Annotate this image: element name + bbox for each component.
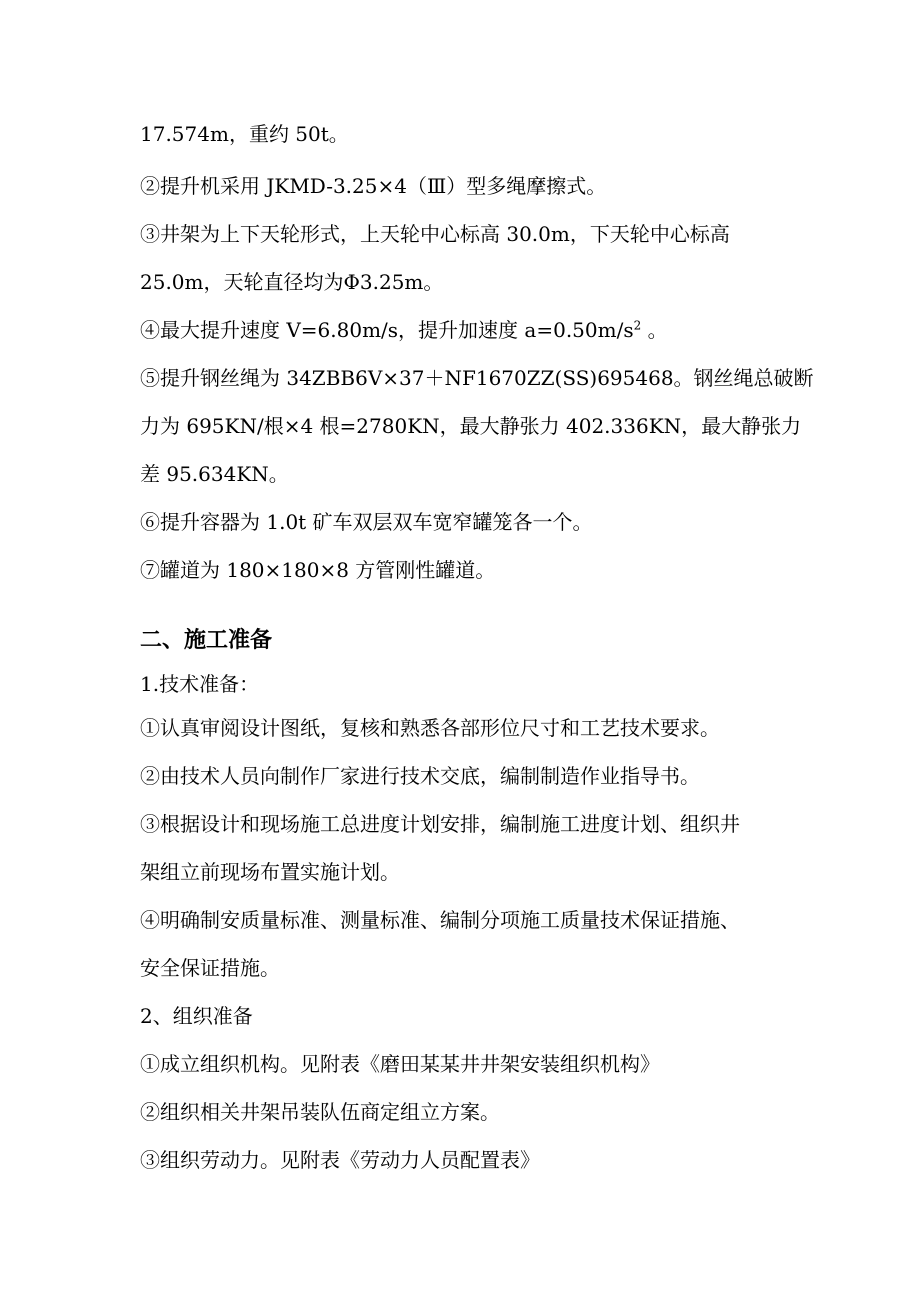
text-line: ③根据设计和现场施工总进度计划安排，编制施工进度计划、组织井	[140, 812, 740, 836]
text-line: 力为 695KN/根×4 根=2780KN，最大静张力 402.336KN，最大静张力	[140, 414, 802, 438]
text-line: ①成立组织机构。见附表《磨田某某井井架安装组织机构》	[140, 1052, 660, 1076]
text-line: ②组织相关井架吊装队伍商定组立方案。	[140, 1100, 500, 1124]
text-line: ③组织劳动力。见附表《劳动力人员配置表》	[140, 1148, 540, 1172]
text-line: ⑦罐道为 180×180×8 方管刚性罐道。	[140, 558, 496, 582]
text-line: ①认真审阅设计图纸，复核和熟悉各部形位尺寸和工艺技术要求。	[140, 716, 720, 740]
text-line: 17.574m，重约 50t。	[140, 122, 349, 146]
superscript: 2	[633, 318, 642, 333]
text-segment: ④最大提升速度 V=6.80m/s，提升加速度 a=0.50m/s	[140, 318, 634, 342]
text-line: ②由技术人员向制作厂家进行技术交底，编制制造作业指导书。	[140, 764, 700, 788]
text-line: ②提升机采用 JKMD-3.25×4（Ⅲ）型多绳摩擦式。	[140, 174, 607, 198]
text-line: 架组立前现场布置实施计划。	[140, 860, 400, 884]
section-heading: 二、施工准备	[140, 627, 273, 653]
text-line: ④明确制安质量标准、测量标准、编制分项施工质量技术保证措施、	[140, 908, 740, 932]
text-line	[140, 316, 800, 344]
text-line: ⑥提升容器为 1.0t 矿车双层双车宽窄罐笼各一个。	[140, 510, 593, 534]
subsection-heading: 2、组织准备	[140, 1004, 253, 1028]
text-line: ③井架为上下天轮形式，上天轮中心标高 30.0m，下天轮中心标高	[140, 222, 730, 246]
text-segment: 。	[641, 318, 668, 342]
subsection-heading: 1.技术准备：	[140, 672, 260, 696]
text-line: 安全保证措施。	[140, 956, 280, 980]
text-line: 差 95.634KN。	[140, 462, 289, 486]
text-line: 25.0m，天轮直径均为Φ3.25m。	[140, 270, 444, 294]
text-line: ⑤提升钢丝绳为 34ZBB6V×37＋NF1670ZZ(SS)695468。钢丝绳总破断	[140, 366, 814, 390]
